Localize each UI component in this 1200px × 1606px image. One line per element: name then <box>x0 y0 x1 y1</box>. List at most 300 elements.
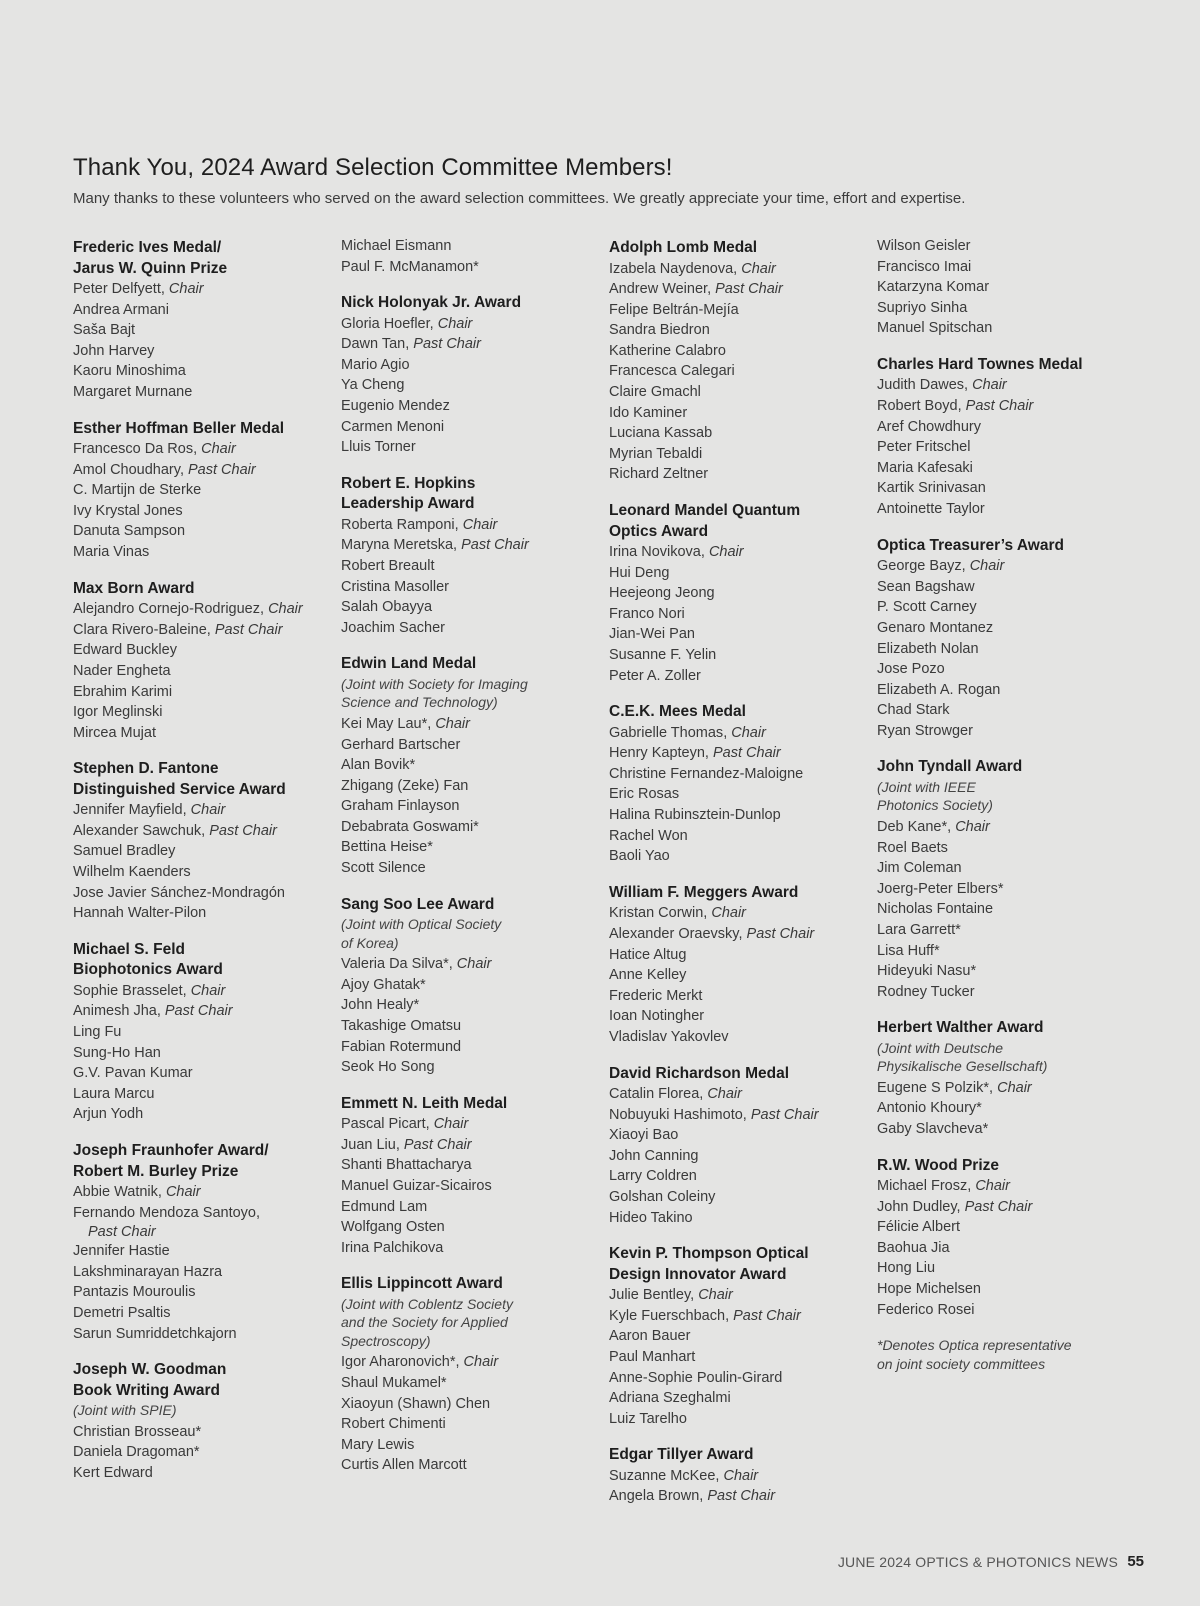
committee-member <box>609 1347 857 1368</box>
member-role: Past Chair <box>461 537 529 554</box>
committee-member <box>877 838 1125 859</box>
committee-member <box>341 755 589 776</box>
member-name: Sean Bagshaw <box>877 578 975 595</box>
member-name: Sung-Ho Han <box>73 1044 161 1061</box>
committee-member <box>877 659 1125 680</box>
member-name: Henry Kapteyn <box>609 745 705 762</box>
member-name: Igor Aharonovich* <box>341 1354 456 1371</box>
committee-member <box>341 577 589 598</box>
member-name: Juan Liu <box>341 1136 396 1153</box>
member-role: Chair <box>698 1287 733 1304</box>
committee-member <box>73 862 321 883</box>
committee-member <box>341 1238 589 1259</box>
member-name: Salah Obayya <box>341 599 433 616</box>
member-name: Eric Rosas <box>609 786 680 803</box>
member-name: Heejeong Jeong <box>609 585 715 602</box>
committee-member <box>609 300 857 321</box>
member-name: Pascal Picart <box>341 1116 426 1133</box>
committee-member <box>877 1279 1125 1300</box>
committee-member <box>341 995 589 1016</box>
committee-member <box>877 639 1125 660</box>
committee-member <box>73 1043 321 1064</box>
committee-member: Maryna Meretska, Past Chair <box>341 537 529 554</box>
committee-member <box>341 776 589 797</box>
committee-member: Kei May Lau*, Chair <box>341 715 470 732</box>
committee-member <box>877 318 1125 339</box>
award-title: Charles Hard Townes Medal <box>877 355 1083 373</box>
committee-member <box>73 702 321 723</box>
committee-member: Valeria Da Silva*, Chair <box>341 956 492 973</box>
committee-member: Judith Dawes, Chair <box>877 377 1007 394</box>
committee-member <box>877 700 1125 721</box>
award-block <box>877 1018 1125 1139</box>
member-name: Eugenio Mendez <box>341 398 450 415</box>
member-name: Jim Coleman <box>877 860 962 877</box>
committee-member <box>73 480 321 501</box>
member-name: Angela Brown <box>609 1488 700 1505</box>
committee-member <box>341 618 589 639</box>
member-role: Chair <box>969 558 1005 575</box>
member-name: John Harvey <box>73 342 155 359</box>
committee-member <box>609 624 857 645</box>
award-title: Michael S. Feld Biophotonics Award <box>73 940 223 979</box>
committee-member <box>609 403 857 424</box>
committee-member <box>609 1027 857 1048</box>
committee-member: Eugene S Polzik*, Chair <box>877 1079 1032 1096</box>
member-name: Margaret Murnane <box>73 383 193 400</box>
committee-member <box>341 1455 589 1476</box>
committee-member <box>609 464 857 485</box>
member-name: Larry Coldren <box>609 1168 697 1185</box>
committee-member <box>609 1326 857 1347</box>
award-block <box>341 1274 589 1476</box>
committee-member: Nobuyuki Hashimoto, Past Chair <box>609 1106 819 1123</box>
member-role: Chair <box>741 260 776 277</box>
member-name: G.V. Pavan Kumar <box>73 1065 193 1082</box>
committee-member <box>73 682 321 703</box>
committee-member: John Dudley, Past Chair <box>877 1198 1033 1215</box>
committee-member <box>609 826 857 847</box>
member-name: Myrian Tebaldi <box>609 445 703 462</box>
member-name: Halina Rubinsztein-Dunlop <box>609 807 781 824</box>
member-name: Joerg-Peter Elbers* <box>877 880 1004 897</box>
award-block <box>877 757 1125 1002</box>
committee-member: Abbie Watnik, Chair <box>73 1184 201 1200</box>
member-name: George Bayz <box>877 558 962 575</box>
committee-member <box>341 1016 589 1037</box>
award-block <box>877 536 1125 742</box>
award-title: Ellis Lippincott Award <box>341 1275 503 1293</box>
member-name: Hatice Altug <box>609 946 687 963</box>
committee-member: Alejandro Cornejo-Rodriguez, Chair <box>73 601 303 618</box>
member-name: Hong Liu <box>877 1260 936 1277</box>
committee-columns <box>73 236 1133 1516</box>
member-role: Past Chair <box>964 1198 1033 1215</box>
award-block <box>609 702 857 867</box>
committee-member <box>341 396 589 417</box>
committee-member <box>73 300 321 321</box>
award-title: Optica Treasurer’s Award <box>877 536 1064 554</box>
page-number: 55 <box>1127 1553 1144 1570</box>
member-name: Fabian Rotermund <box>341 1038 462 1055</box>
member-name: Gabrielle Thomas <box>609 724 724 741</box>
committee-member <box>877 499 1125 520</box>
member-name: Vladislav Yakovlev <box>609 1028 729 1045</box>
award-title: Stephen D. Fantone Distinguished Service Award <box>73 760 286 798</box>
member-name: Lluis Torner <box>341 439 416 456</box>
member-name: Genaro Montanez <box>877 619 994 636</box>
member-name: Edmund Lam <box>341 1198 428 1215</box>
member-name: Judith Dawes <box>877 377 965 394</box>
committee-member: Catalin Florea, Chair <box>609 1086 742 1102</box>
member-name: Xiaoyun (Shawn) Chen <box>341 1395 491 1412</box>
member-name: Abbie Watnik <box>73 1184 158 1200</box>
committee-member <box>877 1258 1125 1279</box>
committee-member <box>609 666 857 687</box>
member-name: Hideo Takino <box>609 1209 693 1226</box>
member-name: Baohua Jia <box>877 1239 950 1256</box>
committee-member: Sophie Brasselet, Chair <box>73 982 226 999</box>
member-name: Franco Nori <box>609 605 685 622</box>
member-name: Eugene S Polzik* <box>877 1079 990 1096</box>
member-name: Hannah Walter-Pilon <box>73 905 207 922</box>
committee-member <box>341 735 589 756</box>
member-name: John Healy* <box>341 997 420 1014</box>
member-name: Xiaoyi Bao <box>609 1127 679 1144</box>
committee-member <box>73 1063 321 1084</box>
member-name: Andrea Armani <box>73 301 169 318</box>
committee-member <box>73 361 321 382</box>
award-block <box>341 293 589 458</box>
award-block <box>609 883 857 1048</box>
column-3 <box>609 238 857 1523</box>
member-role: Chair <box>437 315 473 332</box>
award-title: Robert E. Hopkins Leadership Award <box>341 474 476 513</box>
member-name: Aaron Bauer <box>609 1328 691 1345</box>
committee-member <box>877 417 1125 438</box>
committee-member: Suzanne McKee, Chair <box>609 1467 759 1484</box>
member-name: Nicholas Fontaine <box>877 901 994 918</box>
member-name: Michael Eismann <box>341 238 452 254</box>
committee-member <box>609 986 857 1007</box>
committee-member <box>877 577 1125 598</box>
committee-member <box>877 961 1125 982</box>
member-role: Past Chair <box>413 336 481 353</box>
member-name: Julie Bentley <box>609 1287 691 1304</box>
committee-member: Animesh Jha, Past Chair <box>73 1003 233 1020</box>
committee-member: Irina Novikova, Chair <box>609 544 744 561</box>
committee-member <box>73 382 321 403</box>
member-role: Chair <box>707 1086 742 1102</box>
committee-member <box>73 501 321 522</box>
member-role: Past Chair <box>746 925 815 942</box>
committee-member <box>877 721 1125 742</box>
member-name: Gloria Hoefler <box>341 315 430 332</box>
committee-member <box>73 1324 321 1345</box>
committee-member: Roberta Ramponi, Chair <box>341 516 498 533</box>
member-name: Kert Edward <box>73 1464 153 1481</box>
member-role: Chair <box>433 1116 469 1133</box>
member-name: Alejandro Cornejo-Rodriguez <box>73 601 260 618</box>
member-name: Curtis Allen Marcott <box>341 1457 467 1474</box>
committee-member: Alexander Oraevsky, Past Chair <box>609 925 815 942</box>
committee-member <box>609 382 857 403</box>
award-joint-note: (Joint with Society for Imaging Science and Technology) <box>341 675 528 711</box>
member-name: Lisa Huff* <box>877 942 940 959</box>
member-name: Maria Vinas <box>73 544 150 561</box>
award-block <box>341 1094 589 1259</box>
committee-member <box>609 846 857 867</box>
member-name: Anne Kelley <box>609 967 687 984</box>
member-role: Chair <box>463 1354 499 1371</box>
award-block <box>341 236 589 277</box>
committee-member <box>73 1282 321 1303</box>
member-role: Past Chair <box>965 398 1034 415</box>
member-name: Saša Bajt <box>73 322 136 339</box>
committee-member <box>609 320 857 341</box>
member-name: Paul Manhart <box>609 1348 696 1365</box>
committee-member <box>341 1197 589 1218</box>
committee-member <box>73 1022 321 1043</box>
committee-member <box>877 478 1125 499</box>
committee-member <box>73 542 321 563</box>
member-role: Chair <box>731 724 766 741</box>
committee-member <box>877 597 1125 618</box>
member-name: Kristan Corwin <box>609 905 704 922</box>
committee-member <box>341 1176 589 1197</box>
committee-member <box>877 458 1125 479</box>
member-name: Robert Boyd <box>877 398 958 415</box>
member-name: Cristina Masoller <box>341 578 449 595</box>
member-role: Past Chair <box>209 822 277 839</box>
award-title: C.E.K. Mees Medal <box>609 703 746 721</box>
committee-member <box>341 1394 589 1415</box>
committee-member: Peter Delfyett, Chair <box>73 281 204 297</box>
committee-member <box>609 1368 857 1389</box>
committee-member: Gloria Hoefler, Chair <box>341 315 473 332</box>
committee-member <box>341 1414 589 1435</box>
member-name: Roel Baets <box>877 839 948 856</box>
member-name: Supriyo Sinha <box>877 299 968 316</box>
committee-member <box>73 1442 321 1463</box>
member-role: Past Chair <box>750 1106 819 1123</box>
member-name: Shaul Mukamel* <box>341 1374 447 1391</box>
member-name: Mary Lewis <box>341 1436 415 1453</box>
award-title: Sang Soo Lee Award <box>341 895 495 913</box>
member-name: Francisco Imai <box>877 258 972 275</box>
committee-member <box>341 817 589 838</box>
member-name: Zhigang (Zeke) Fan <box>341 777 469 794</box>
member-name: Ling Fu <box>73 1024 122 1041</box>
award-joint-note: (Joint with SPIE) <box>73 1402 177 1419</box>
committee-member <box>877 920 1125 941</box>
member-name: Antoinette Taylor <box>877 501 985 518</box>
member-name: Ajoy Ghatak* <box>341 976 426 993</box>
member-name: Ido Kaminer <box>609 404 688 421</box>
member-name: Wolfgang Osten <box>341 1219 445 1236</box>
member-name: Katarzyna Komar <box>877 279 990 296</box>
committee-member <box>877 257 1125 278</box>
award-block <box>73 759 321 924</box>
member-name: Sandra Biedron <box>609 322 710 339</box>
member-name: Anne-Sophie Poulin-Girard <box>609 1369 783 1386</box>
committee-member <box>73 1084 321 1105</box>
member-role: Chair <box>975 1178 1010 1195</box>
committee-member <box>341 437 589 458</box>
committee-member <box>341 1435 589 1456</box>
committee-member <box>609 1006 857 1027</box>
member-name: Amol Choudhary <box>73 461 180 478</box>
committee-member: Dawn Tan, Past Chair <box>341 336 481 353</box>
member-name: Paul F. McManamon* <box>341 258 479 275</box>
member-name: Gerhard Bartscher <box>341 736 461 753</box>
committee-member <box>609 604 857 625</box>
committee-member <box>341 355 589 376</box>
member-name: Scott Silence <box>341 860 426 877</box>
award-block <box>73 419 321 563</box>
committee-member <box>877 277 1125 298</box>
member-name: Seok Ho Song <box>341 1059 435 1076</box>
member-name: Manuel Spitschan <box>877 320 993 337</box>
committee-member <box>341 597 589 618</box>
committee-member <box>341 796 589 817</box>
member-role: Past Chair <box>733 1307 801 1324</box>
member-name: Rodney Tucker <box>877 983 975 1000</box>
member-name: Peter Fritschel <box>877 439 971 456</box>
committee-member <box>609 341 857 362</box>
member-role: Chair <box>462 516 498 533</box>
member-name: Mario Agio <box>341 356 410 373</box>
award-title: Herbert Walther Award <box>877 1019 1044 1037</box>
committee-member <box>877 437 1125 458</box>
committee-member: Henry Kapteyn, Past Chair <box>609 745 781 762</box>
committee-member: Julie Bentley, Chair <box>609 1287 733 1304</box>
award-title: Leonard Mandel Quantum Optics Award <box>609 502 801 540</box>
member-name: Danuta Sampson <box>73 523 186 540</box>
member-role: Chair <box>711 905 746 922</box>
award-title: Adolph Lomb Medal <box>609 239 758 256</box>
member-name: Jennifer Mayfield <box>73 802 183 819</box>
committee-member <box>341 1155 589 1176</box>
member-name: Kyle Fuerschbach <box>609 1307 726 1324</box>
member-name: Demetri Psaltis <box>73 1304 171 1321</box>
award-block <box>341 654 589 878</box>
member-name: Roberta Ramponi <box>341 516 455 533</box>
member-name: Valeria Da Silva* <box>341 956 449 973</box>
award-title: Emmett N. Leith Medal <box>341 1094 508 1112</box>
committee-member <box>73 841 321 862</box>
member-name: Wilhelm Kaenders <box>73 864 191 881</box>
award-block <box>609 238 857 485</box>
award-title: Max Born Award <box>73 579 195 597</box>
member-name: Hideyuki Nasu* <box>877 963 977 980</box>
member-name: Arjun Yodh <box>73 1106 144 1123</box>
page-title: Thank You, 2024 Award Selection Committee Members! <box>73 154 673 181</box>
member-name: Lakshminarayan Hazra <box>73 1263 223 1280</box>
award-title: William F. Meggers Award <box>609 883 799 901</box>
member-role: Chair <box>456 956 492 973</box>
member-name: Michael Frosz <box>877 1178 968 1195</box>
member-name: Edward Buckley <box>73 642 177 659</box>
member-name: Nobuyuki Hashimoto <box>609 1106 743 1123</box>
member-name: Luciana Kassab <box>609 425 713 442</box>
publication-footer: JUNE 2024 OPTICS & PHOTONICS NEWS <box>837 1554 1118 1570</box>
member-role: Chair <box>997 1079 1032 1096</box>
member-role: Past Chair <box>403 1136 472 1153</box>
column-2 <box>341 236 589 1492</box>
committee-member <box>73 1463 321 1484</box>
member-name: Claire Gmachl <box>609 384 701 401</box>
member-name: Robert Chimenti <box>341 1416 446 1433</box>
award-joint-note: (Joint with Coblentz Society and the Society for Applied Spectroscopy) <box>341 1295 513 1349</box>
member-name: Ryan Strowger <box>877 722 973 739</box>
committee-member: Kristan Corwin, Chair <box>609 905 746 922</box>
committee-member <box>609 361 857 382</box>
committee-member: Juan Liu, Past Chair <box>341 1136 472 1153</box>
committee-member: Clara Rivero-Baleine, Past Chair <box>73 621 283 638</box>
member-name: Wilson Geisler <box>877 238 971 254</box>
member-role: Chair <box>168 281 204 297</box>
member-name: Bettina Heise* <box>341 839 433 856</box>
committee-member <box>341 1037 589 1058</box>
committee-member <box>609 945 857 966</box>
footnote: *Denotes Optica representative on joint society committees <box>877 1337 1072 1372</box>
award-title: Nick Holonyak Jr. Award <box>341 294 522 312</box>
committee-member <box>73 341 321 362</box>
committee-member: Kyle Fuerschbach, Past Chair <box>609 1307 801 1324</box>
member-name: Elizabeth A. Rogan <box>877 681 1001 698</box>
committee-member <box>609 583 857 604</box>
member-name: Antonio Khoury* <box>877 1100 982 1117</box>
member-name: Andrew Weiner <box>609 281 708 298</box>
committee-member <box>73 1104 321 1125</box>
member-name: Ya Cheng <box>341 377 405 394</box>
committee-member <box>73 1303 321 1324</box>
award-title: Edwin Land Medal <box>341 655 477 673</box>
member-role: Past Chair <box>712 745 781 762</box>
committee-member: Amol Choudhary, Past Chair <box>73 461 256 478</box>
member-name: Hui Deng <box>609 564 670 581</box>
member-name: Jian-Wei Pan <box>609 626 695 643</box>
member-role: Chair <box>165 1184 201 1200</box>
award-block <box>73 1141 321 1344</box>
committee-member <box>609 1166 857 1187</box>
committee-member: Alexander Sawchuk, Past Chair <box>73 822 277 839</box>
award-block <box>341 895 589 1078</box>
committee-member: Francesco Da Ros, Chair <box>73 441 236 458</box>
award-title: John Tyndall Award <box>877 758 1023 776</box>
member-name: Frederic Merkt <box>609 987 703 1004</box>
committee-member: Jennifer Mayfield, Chair <box>73 802 226 819</box>
page-intro: Many thanks to these volunteers who served on the award selection committees. We greatly appreciate your time, effort and expertise. <box>73 190 966 207</box>
committee-member: Andrew Weiner, Past Chair <box>609 281 783 298</box>
committee-member <box>877 982 1125 1003</box>
award-block <box>609 501 857 686</box>
member-role: Chair <box>435 715 470 732</box>
member-role: Past Chair <box>214 621 283 638</box>
committee-member <box>609 1208 857 1229</box>
member-name: Igor Meglinski <box>73 704 163 721</box>
committee-member <box>73 1241 321 1262</box>
committee-member: Michael Frosz, Chair <box>877 1178 1010 1195</box>
committee-member <box>341 858 589 879</box>
member-name: Christine Fernandez-Maloigne <box>609 765 804 782</box>
committee-member <box>877 941 1125 962</box>
award-block <box>609 1445 857 1507</box>
committee-member <box>609 1146 857 1167</box>
committee-member <box>609 805 857 826</box>
award-block <box>73 940 321 1125</box>
